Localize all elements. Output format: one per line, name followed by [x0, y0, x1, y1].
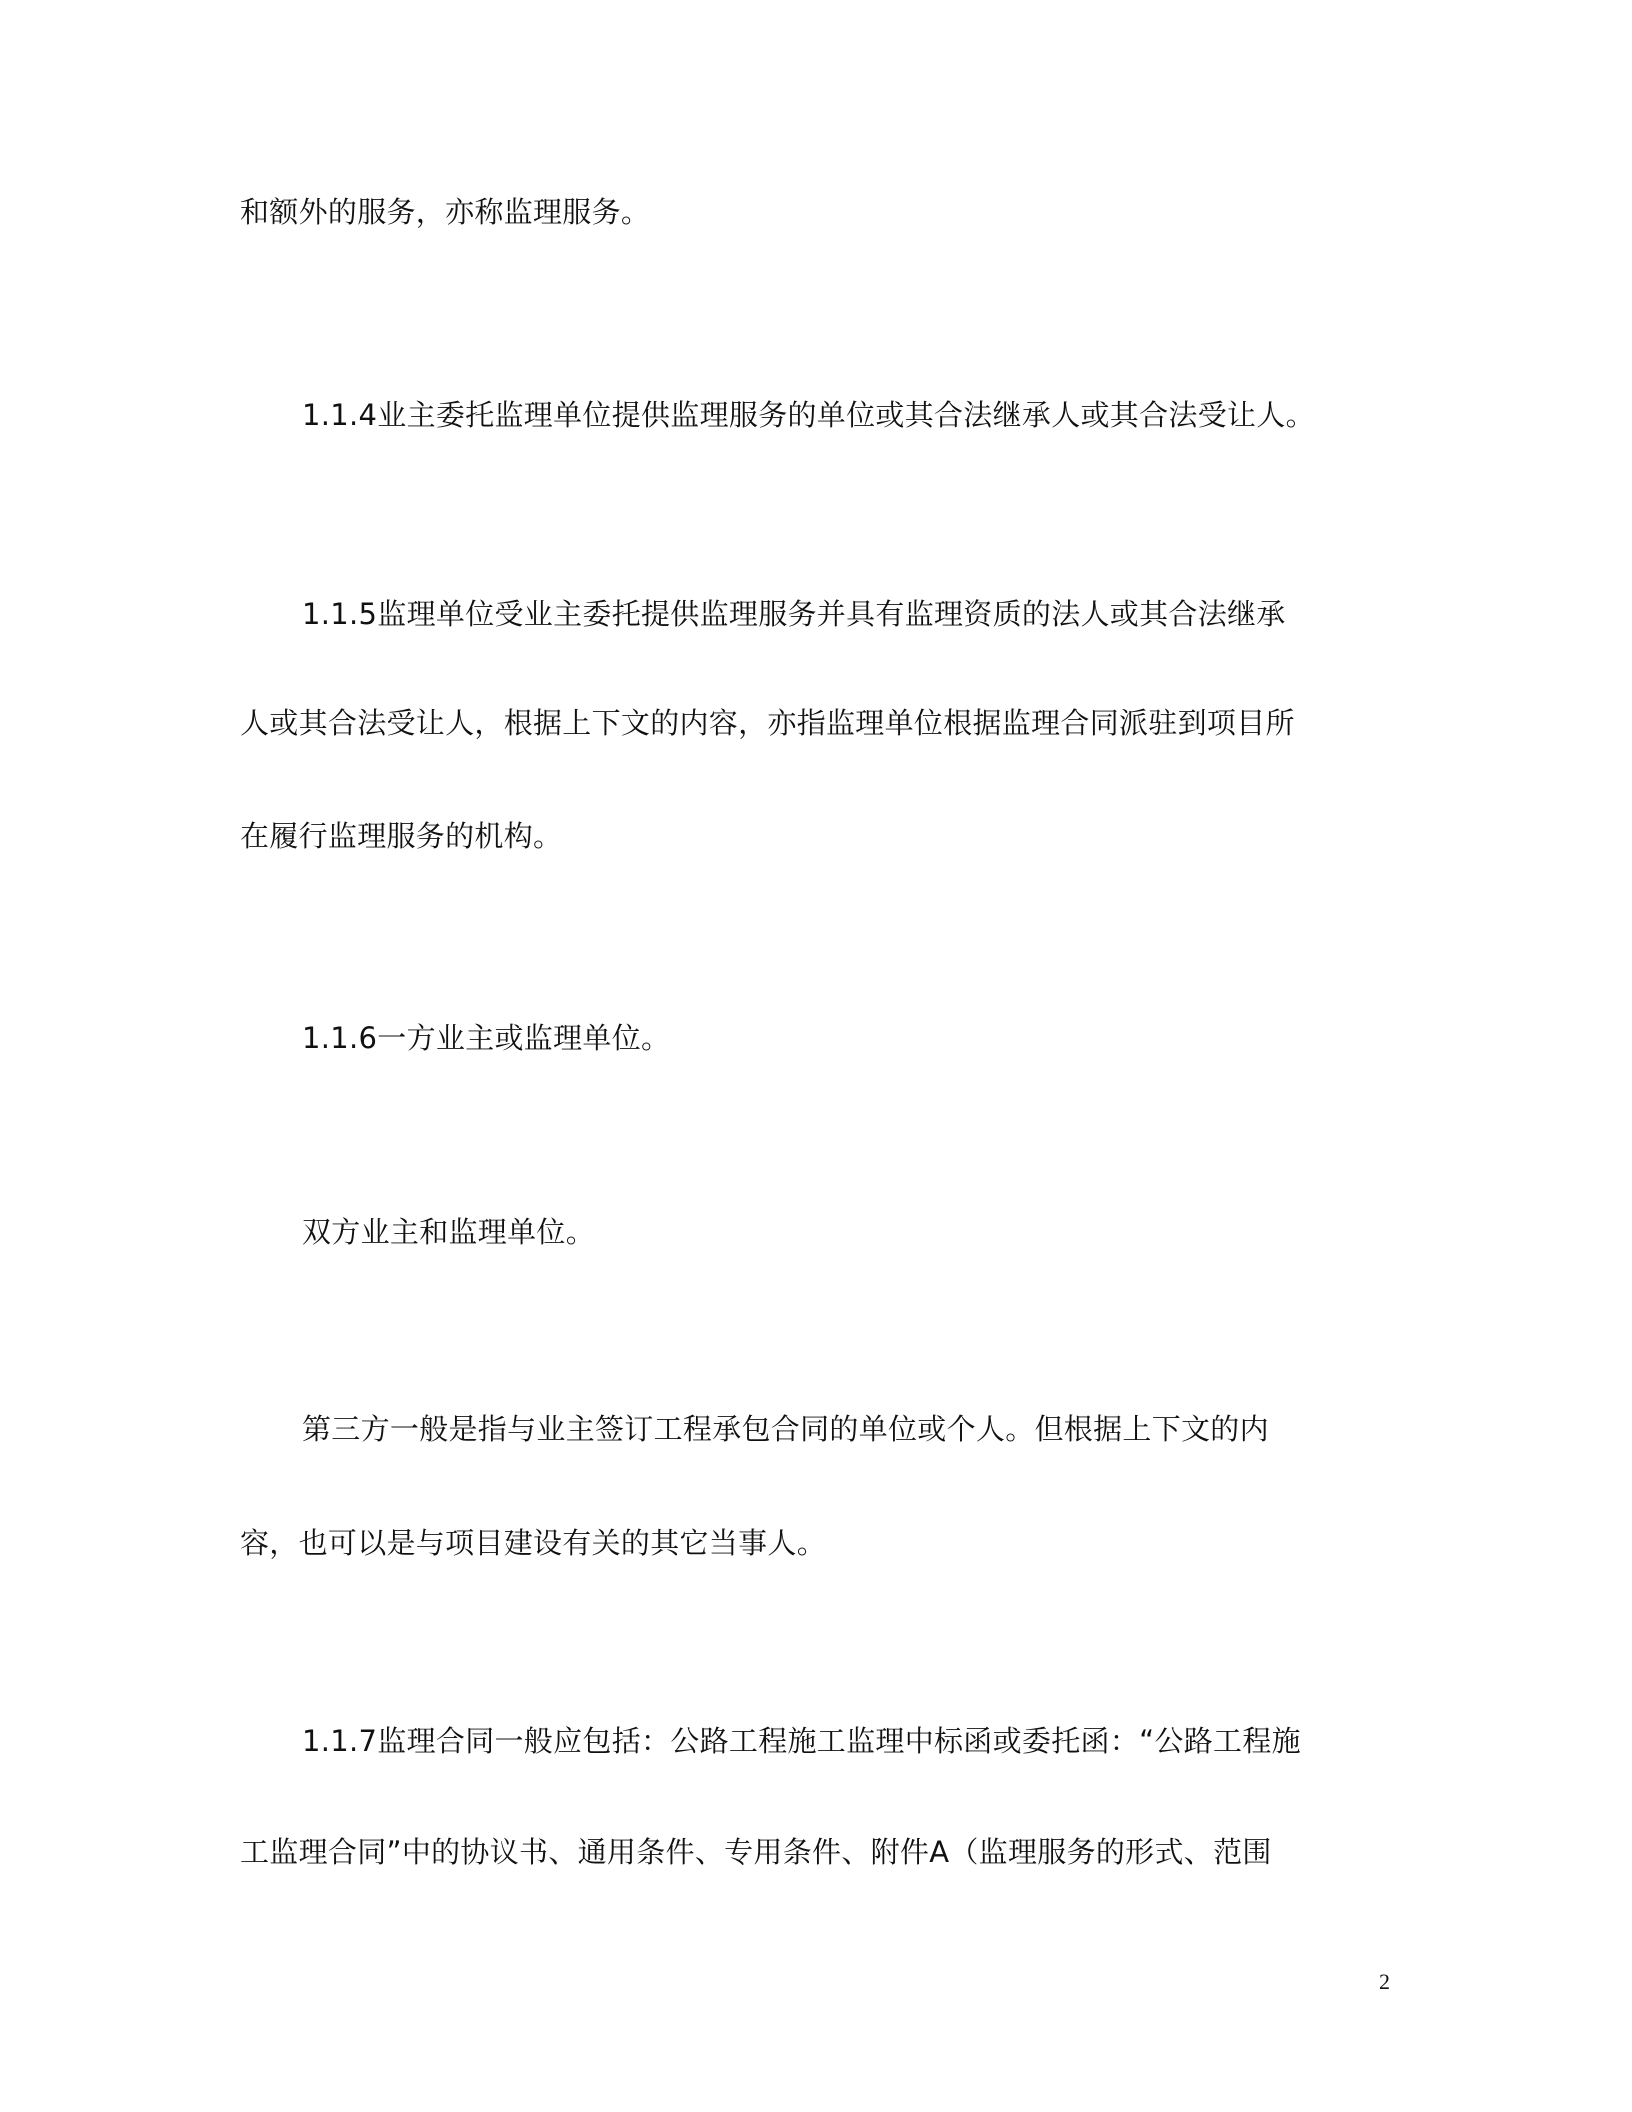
paragraph-line: 双方业主和监理单位。 [302, 1215, 596, 1249]
paragraph-line: 工监理合同”中的协议书、通用条件、专用条件、附件A（监理服务的形式、范围 [240, 1835, 1272, 1869]
paragraph-line: 1.1.7监理合同一般应包括：公路工程施工监理中标函或委托函：“公路工程施 [302, 1724, 1301, 1758]
paragraph-line: 1.1.5监理单位受业主委托提供监理服务并具有监理资质的法人或其合法继承 [302, 597, 1286, 631]
paragraph-line: 第三方一般是指与业主签订工程承包合同的单位或个人。但根据上下文的内 [302, 1412, 1269, 1446]
paragraph-line: 1.1.6一方业主或监理单位。 [302, 1021, 671, 1055]
paragraph-line: 容，也可以是与项目建设有关的其它当事人。 [240, 1526, 827, 1560]
paragraph-line: 1.1.4业主委托监理单位提供监理服务的单位或其合法继承人或其合法受让人。 [302, 398, 1315, 432]
paragraph-line: 人或其合法受让人，根据上下文的内容，亦指监理单位根据监理合同派驻到项目所 [240, 706, 1295, 740]
paragraph-line: 和额外的服务，亦称监理服务。 [240, 195, 651, 229]
page-number: 2 [1379, 1969, 1390, 1994]
paragraph-line: 在履行监理服务的机构。 [240, 819, 563, 853]
